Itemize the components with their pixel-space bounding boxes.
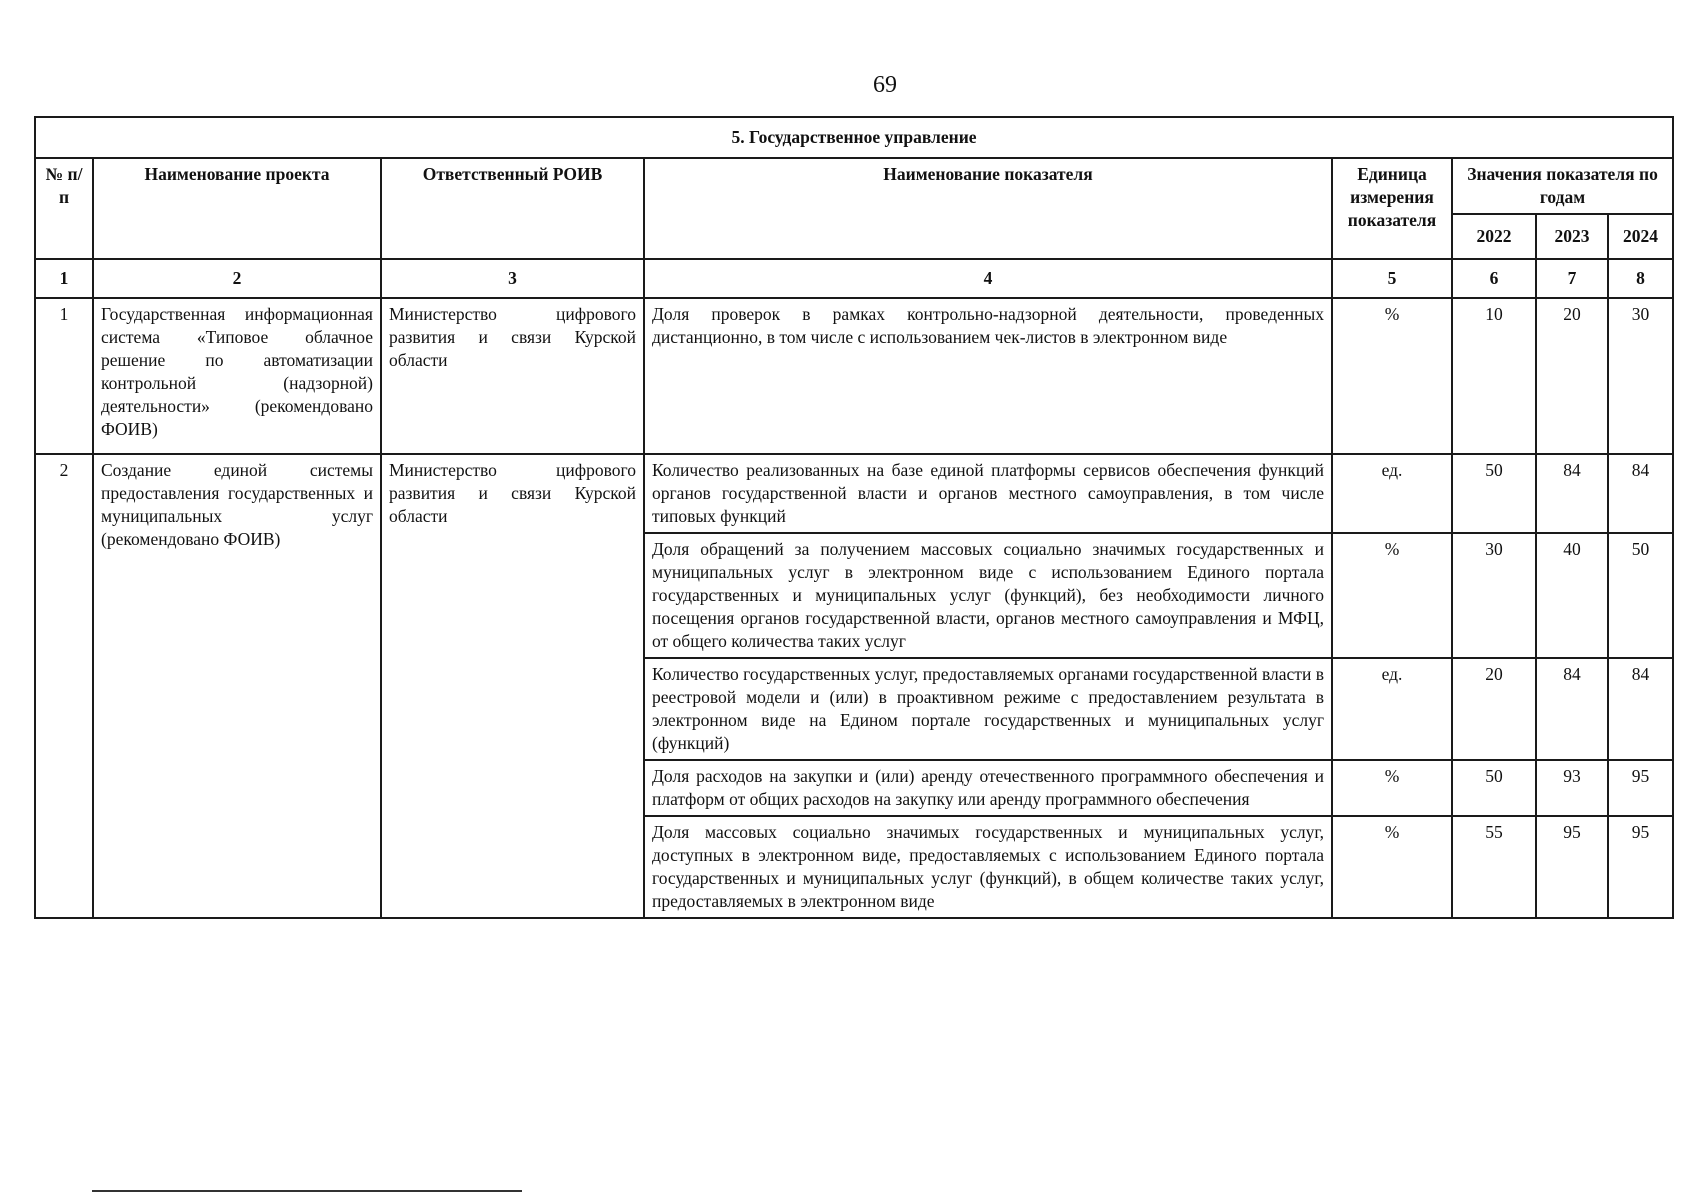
table-row bbox=[35, 454, 1673, 533]
header-values: Значения показателя по годам bbox=[1452, 158, 1673, 214]
indicator-name: Количество государственных услуг, предоставляемых органами государственной власти в реестровой модели и (или) в проактивном режиме с предоставлением результата в электронном виде на Едином портале государственных и муниципальных услуг (функций) bbox=[644, 658, 1332, 760]
project-name: Создание единой системы предоставления государственных и муниципальных услуг (рекомендовано ФОИВ) bbox=[93, 454, 381, 918]
indicator-unit: % bbox=[1332, 298, 1452, 454]
header-project: Наименование проекта bbox=[93, 158, 381, 259]
header-unit: Единица измерения показателя bbox=[1332, 158, 1452, 259]
value-2024: 95 bbox=[1608, 816, 1673, 918]
header-year-2022: 2022 bbox=[1452, 214, 1536, 259]
value-2022: 55 bbox=[1452, 816, 1536, 918]
column-number: 6 bbox=[1452, 259, 1536, 298]
project-name: Государственная информационная система «Типовое облачное решение по автоматизации контрольной (надзорной) деятельности» (рекомендовано ФОИВ) bbox=[93, 298, 381, 454]
value-2022: 30 bbox=[1452, 533, 1536, 658]
column-number: 2 bbox=[93, 259, 381, 298]
indicator-unit: % bbox=[1332, 533, 1452, 658]
header-roiv: Ответственный РОИВ bbox=[381, 158, 644, 259]
column-number: 1 bbox=[35, 259, 93, 298]
row-number: 1 bbox=[35, 298, 93, 454]
row-number: 2 bbox=[35, 454, 93, 918]
value-2022: 20 bbox=[1452, 658, 1536, 760]
column-number: 8 bbox=[1608, 259, 1673, 298]
value-2024: 84 bbox=[1608, 454, 1673, 533]
value-2022: 50 bbox=[1452, 454, 1536, 533]
column-number: 5 bbox=[1332, 259, 1452, 298]
value-2024: 50 bbox=[1608, 533, 1673, 658]
header-year-2023: 2023 bbox=[1536, 214, 1608, 259]
value-2024: 95 bbox=[1608, 760, 1673, 816]
header-num: № п/п bbox=[35, 158, 93, 259]
value-2023: 95 bbox=[1536, 816, 1608, 918]
value-2024: 30 bbox=[1608, 298, 1673, 454]
indicator-unit: ед. bbox=[1332, 658, 1452, 760]
indicators-table bbox=[34, 116, 1674, 919]
value-2022: 50 bbox=[1452, 760, 1536, 816]
table-row bbox=[35, 298, 1673, 454]
indicator-name: Количество реализованных на базе единой платформы сервисов обеспечения функций органов государственной власти и органов местного самоуправления, в том числе типовых функций bbox=[644, 454, 1332, 533]
indicator-name: Доля проверок в рамках контрольно-надзорной деятельности, проведенных дистанционно, в том числе с использованием чек-листов в электронном виде bbox=[644, 298, 1332, 454]
value-2023: 40 bbox=[1536, 533, 1608, 658]
indicator-unit: % bbox=[1332, 816, 1452, 918]
value-2022: 10 bbox=[1452, 298, 1536, 454]
column-number: 3 bbox=[381, 259, 644, 298]
indicator-unit: ед. bbox=[1332, 454, 1452, 533]
value-2023: 93 bbox=[1536, 760, 1608, 816]
value-2023: 20 bbox=[1536, 298, 1608, 454]
responsible-roiv: Министерство цифрового развития и связи Курской области bbox=[381, 454, 644, 918]
value-2023: 84 bbox=[1536, 658, 1608, 760]
indicator-unit: % bbox=[1332, 760, 1452, 816]
responsible-roiv: Министерство цифрового развития и связи Курской области bbox=[381, 298, 644, 454]
footer-rule bbox=[92, 1190, 522, 1192]
page-number: 69 bbox=[873, 72, 897, 98]
value-2023: 84 bbox=[1536, 454, 1608, 533]
indicator-name: Доля обращений за получением массовых социально значимых государственных и муниципальных услуг в электронном виде с использованием Единого портала государственных и муниципальных услуг (функций), без необходимости личного посещения органов государственной власти, органов местного самоуправления и МФЦ, от общего количества таких услуг bbox=[644, 533, 1332, 658]
column-numbers-row bbox=[35, 259, 1673, 298]
section-title: 5. Государственное управление bbox=[35, 117, 1673, 158]
header-year-2024: 2024 bbox=[1608, 214, 1673, 259]
column-number: 7 bbox=[1536, 259, 1608, 298]
indicator-name: Доля расходов на закупки и (или) аренду отечественного программного обеспечения и платформ от общих расходов на закупку или аренду программного обеспечения bbox=[644, 760, 1332, 816]
value-2024: 84 bbox=[1608, 658, 1673, 760]
header-indicator: Наименование показателя bbox=[644, 158, 1332, 259]
column-number: 4 bbox=[644, 259, 1332, 298]
indicator-name: Доля массовых социально значимых государственных и муниципальных услуг, доступных в электронном виде, предоставляемых с использованием Единого портала государственных и муниципальных услуг (функций), в общем количестве таких услуг, предоставляемых в электронном виде bbox=[644, 816, 1332, 918]
